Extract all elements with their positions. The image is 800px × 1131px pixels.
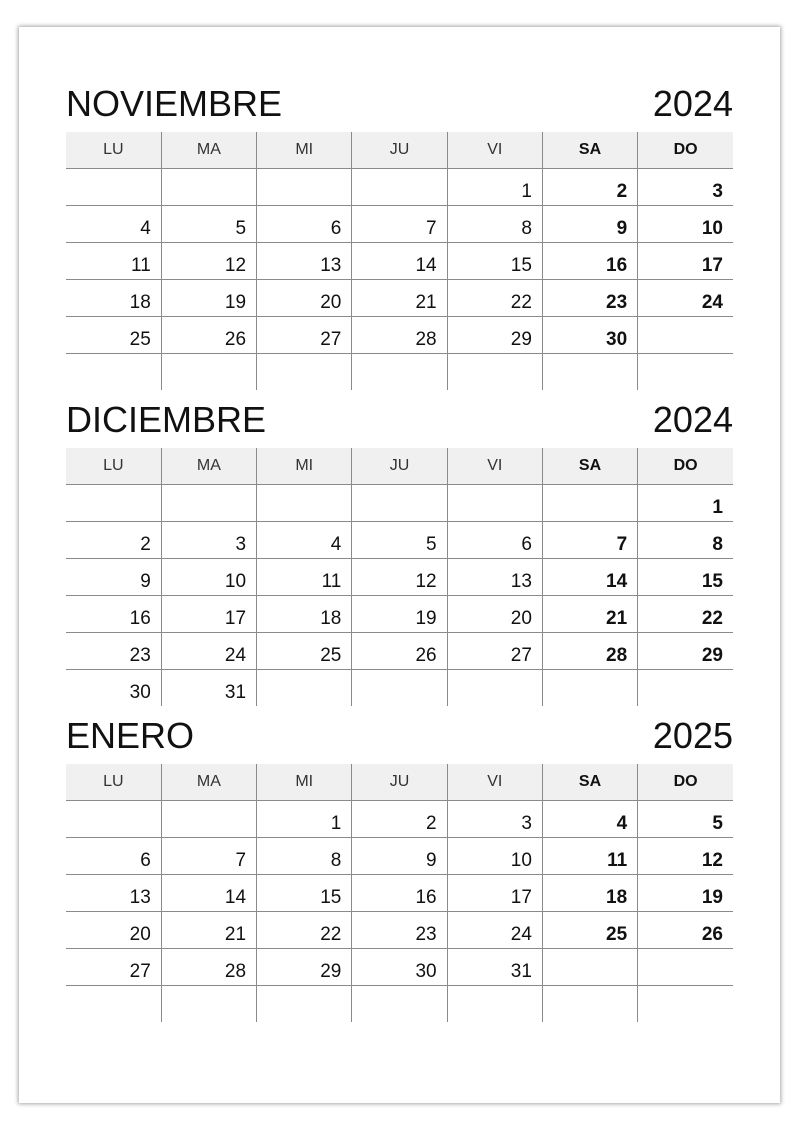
day-cell <box>542 354 637 391</box>
day-cell <box>447 485 542 522</box>
day-cell: 2 <box>352 801 447 838</box>
day-cell <box>66 485 161 522</box>
day-cell: 28 <box>352 317 447 354</box>
day-cell: 21 <box>352 280 447 317</box>
day-cell: 23 <box>352 912 447 949</box>
day-cell: 16 <box>66 596 161 633</box>
weekday-label: JU <box>352 132 447 169</box>
day-cell <box>66 354 161 391</box>
day-cell: 25 <box>66 317 161 354</box>
weekday-label: LU <box>66 764 161 801</box>
day-cell: 8 <box>257 838 352 875</box>
day-cell: 16 <box>542 243 637 280</box>
day-cell: 31 <box>447 949 542 986</box>
week-row <box>66 485 733 522</box>
day-cell <box>638 949 733 986</box>
day-cell <box>542 986 637 1023</box>
day-cell: 19 <box>161 280 256 317</box>
day-cell: 24 <box>638 280 733 317</box>
day-cell: 10 <box>638 206 733 243</box>
day-cell <box>542 670 637 707</box>
day-cell <box>542 485 637 522</box>
day-cell <box>447 986 542 1023</box>
day-cell: 3 <box>638 169 733 206</box>
day-cell: 20 <box>66 912 161 949</box>
month-january <box>66 714 733 1022</box>
day-cell: 10 <box>447 838 542 875</box>
day-cell: 9 <box>352 838 447 875</box>
day-cell: 2 <box>66 522 161 559</box>
day-cell: 17 <box>161 596 256 633</box>
day-cell: 13 <box>66 875 161 912</box>
week-row <box>66 801 733 838</box>
day-cell: 15 <box>447 243 542 280</box>
day-cell: 7 <box>161 838 256 875</box>
day-cell: 20 <box>257 280 352 317</box>
day-cell: 14 <box>352 243 447 280</box>
day-cell <box>161 485 256 522</box>
day-cell <box>542 949 637 986</box>
week-row <box>66 875 733 912</box>
day-cell: 28 <box>542 633 637 670</box>
week-row <box>66 243 733 280</box>
day-cell <box>257 986 352 1023</box>
weekday-label: VI <box>447 132 542 169</box>
day-cell: 1 <box>257 801 352 838</box>
day-cell: 1 <box>638 485 733 522</box>
weekday-label: JU <box>352 448 447 485</box>
day-cell: 7 <box>352 206 447 243</box>
day-cell <box>66 986 161 1023</box>
week-row <box>66 838 733 875</box>
day-cell: 27 <box>257 317 352 354</box>
day-cell <box>352 354 447 391</box>
weekday-label: MA <box>161 132 256 169</box>
week-row <box>66 559 733 596</box>
day-cell: 18 <box>257 596 352 633</box>
day-cell: 23 <box>542 280 637 317</box>
calendar-grid <box>66 132 733 390</box>
weekday-label: MI <box>257 132 352 169</box>
month-december <box>66 398 733 706</box>
day-cell: 15 <box>257 875 352 912</box>
day-cell: 1 <box>447 169 542 206</box>
day-cell: 11 <box>66 243 161 280</box>
calendar-grid <box>66 448 733 706</box>
day-cell: 23 <box>66 633 161 670</box>
day-cell: 25 <box>542 912 637 949</box>
day-cell: 3 <box>447 801 542 838</box>
day-cell: 13 <box>257 243 352 280</box>
month-header <box>66 398 733 442</box>
weekday-label: VI <box>447 448 542 485</box>
day-cell: 12 <box>352 559 447 596</box>
day-cell <box>161 986 256 1023</box>
day-cell: 6 <box>257 206 352 243</box>
day-cell <box>257 670 352 707</box>
day-cell: 5 <box>638 801 733 838</box>
month-year: 2024 <box>652 399 733 440</box>
day-cell: 30 <box>542 317 637 354</box>
day-cell: 5 <box>161 206 256 243</box>
day-cell <box>447 670 542 707</box>
day-cell: 24 <box>161 633 256 670</box>
day-cell <box>352 169 447 206</box>
week-row <box>66 280 733 317</box>
day-cell <box>257 485 352 522</box>
day-cell: 26 <box>161 317 256 354</box>
day-cell <box>161 354 256 391</box>
weekday-label: MI <box>257 448 352 485</box>
day-cell: 20 <box>447 596 542 633</box>
day-cell: 19 <box>638 875 733 912</box>
week-row <box>66 169 733 206</box>
weekday-label: SA <box>542 764 637 801</box>
day-cell: 11 <box>542 838 637 875</box>
day-cell: 6 <box>447 522 542 559</box>
weekday-header-row <box>66 132 733 169</box>
day-cell <box>638 354 733 391</box>
month-november <box>66 82 733 390</box>
weekday-label: VI <box>447 764 542 801</box>
day-cell: 10 <box>161 559 256 596</box>
weekday-label: DO <box>638 448 733 485</box>
weekday-header-row <box>66 764 733 801</box>
weekday-label: MA <box>161 448 256 485</box>
day-cell: 3 <box>161 522 256 559</box>
day-cell: 22 <box>447 280 542 317</box>
day-cell: 24 <box>447 912 542 949</box>
day-cell: 17 <box>638 243 733 280</box>
day-cell: 6 <box>66 838 161 875</box>
day-cell: 30 <box>129 682 151 703</box>
weekday-label: DO <box>638 132 733 169</box>
day-cell <box>161 801 256 838</box>
weekday-label: JU <box>352 764 447 801</box>
day-cell: 14 <box>161 875 256 912</box>
week-row <box>66 912 733 949</box>
day-cell: 4 <box>542 801 637 838</box>
day-cell <box>257 354 352 391</box>
weekday-header-row <box>66 448 733 485</box>
week-row <box>66 633 733 670</box>
day-cell: 13 <box>447 559 542 596</box>
day-cell <box>352 670 447 707</box>
day-cell: 26 <box>352 633 447 670</box>
weekday-label: DO <box>638 764 733 801</box>
month-header <box>66 714 733 758</box>
day-cell: 18 <box>542 875 637 912</box>
day-cell: 31 <box>161 670 256 707</box>
day-cell: 16 <box>352 875 447 912</box>
month-name: ENERO <box>66 715 195 756</box>
day-cell: 11 <box>257 559 352 596</box>
day-cell: 21 <box>542 596 637 633</box>
day-cell: 25 <box>257 633 352 670</box>
week-row <box>66 670 733 707</box>
day-cell <box>66 801 161 838</box>
day-cell <box>352 986 447 1023</box>
month-year: 2024 <box>652 83 733 124</box>
day-cell <box>66 169 161 206</box>
month-header <box>66 82 733 126</box>
day-cell: 27 <box>447 633 542 670</box>
calendar-grid <box>66 764 733 1022</box>
day-cell <box>257 169 352 206</box>
weekday-label: MI <box>257 764 352 801</box>
day-cell: 28 <box>161 949 256 986</box>
day-cell: 22 <box>638 596 733 633</box>
weekday-label: SA <box>542 132 637 169</box>
day-cell: 29 <box>447 317 542 354</box>
day-cell: 19 <box>352 596 447 633</box>
day-cell: 9 <box>66 559 161 596</box>
day-cell: 15 <box>638 559 733 596</box>
day-cell <box>352 485 447 522</box>
weekday-label: LU <box>66 132 161 169</box>
day-cell: 12 <box>161 243 256 280</box>
day-cell: 4 <box>66 206 161 243</box>
day-cell <box>447 354 542 391</box>
day-cell: 5 <box>352 522 447 559</box>
day-cell: 2 <box>542 169 637 206</box>
day-cell: 30 <box>352 949 447 986</box>
week-row <box>66 986 733 1023</box>
month-name: DICIEMBRE <box>66 399 267 440</box>
day-cell: 8 <box>638 522 733 559</box>
day-cell: 17 <box>447 875 542 912</box>
day-cell <box>161 169 256 206</box>
day-cell: 27 <box>66 949 161 986</box>
week-row <box>66 949 733 986</box>
week-row <box>66 317 733 354</box>
day-cell: 4 <box>257 522 352 559</box>
day-cell: 9 <box>542 206 637 243</box>
weekday-label: MA <box>161 764 256 801</box>
weekday-label: SA <box>542 448 637 485</box>
week-row <box>66 354 733 391</box>
day-cell: 8 <box>447 206 542 243</box>
week-row <box>66 596 733 633</box>
day-cell: 29 <box>638 633 733 670</box>
week-row <box>66 206 733 243</box>
day-cell: 18 <box>66 280 161 317</box>
day-cell: 22 <box>257 912 352 949</box>
day-cell: 29 <box>257 949 352 986</box>
weekday-label: LU <box>66 448 161 485</box>
day-cell: 26 <box>638 912 733 949</box>
day-cell: 7 <box>542 522 637 559</box>
day-cell: 21 <box>161 912 256 949</box>
day-cell <box>638 317 733 354</box>
day-cell <box>638 986 733 1023</box>
month-year: 2025 <box>652 715 733 756</box>
week-row <box>66 522 733 559</box>
day-cell: 14 <box>542 559 637 596</box>
month-name: NOVIEMBRE <box>66 83 283 124</box>
day-cell: 12 <box>638 838 733 875</box>
day-cell <box>638 670 733 707</box>
